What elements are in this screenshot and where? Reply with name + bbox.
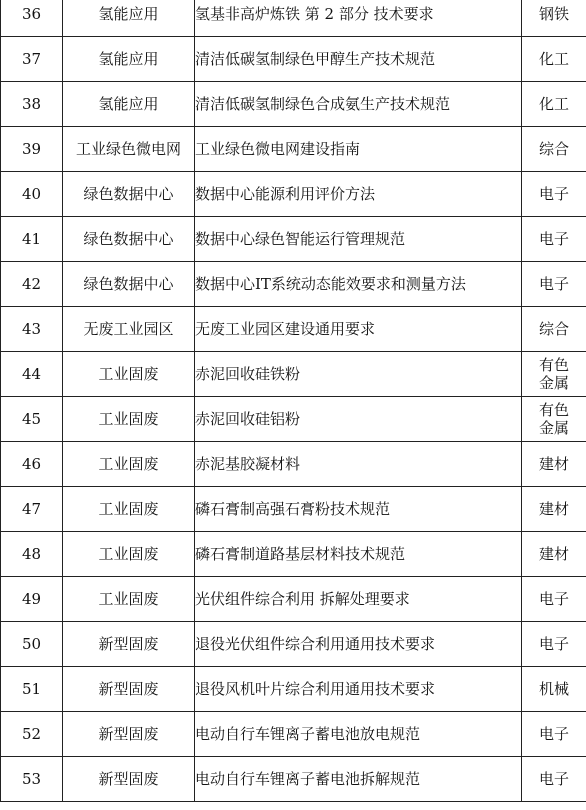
row-industry: 机械 xyxy=(522,667,586,712)
row-number: 46 xyxy=(1,442,63,487)
row-industry: 综合 xyxy=(522,307,586,352)
row-standard-title: 数据中心能源利用评价方法 xyxy=(195,172,522,217)
row-standard-title: 数据中心绿色智能运行管理规范 xyxy=(195,217,522,262)
row-number: 51 xyxy=(1,667,63,712)
row-category: 无废工业园区 xyxy=(63,307,195,352)
table-row xyxy=(1,532,586,577)
row-industry: 钢铁 xyxy=(522,0,586,37)
row-number: 53 xyxy=(1,757,63,802)
row-industry: 电子 xyxy=(522,757,586,802)
row-category: 新型固废 xyxy=(63,712,195,757)
row-standard-title: 光伏组件综合利用 拆解处理要求 xyxy=(195,577,522,622)
row-category: 工业固废 xyxy=(63,532,195,577)
row-standard-title: 电动自行车锂离子蓄电池放电规范 xyxy=(195,712,522,757)
row-category: 绿色数据中心 xyxy=(63,262,195,307)
row-industry: 电子 xyxy=(522,262,586,307)
row-standard-title: 赤泥基胶凝材料 xyxy=(195,442,522,487)
row-category: 工业固废 xyxy=(63,577,195,622)
row-category: 新型固废 xyxy=(63,757,195,802)
row-industry: 综合 xyxy=(522,127,586,172)
row-standard-title: 氢基非高炉炼铁 第 2 部分 技术要求 xyxy=(195,0,522,37)
table-row xyxy=(1,172,586,217)
row-category: 氢能应用 xyxy=(63,37,195,82)
row-standard-title: 无废工业园区建设通用要求 xyxy=(195,307,522,352)
row-number: 37 xyxy=(1,37,63,82)
row-number: 41 xyxy=(1,217,63,262)
row-standard-title: 电动自行车锂离子蓄电池拆解规范 xyxy=(195,757,522,802)
row-industry xyxy=(522,352,586,397)
table-row xyxy=(1,262,586,307)
table-row xyxy=(1,217,586,262)
row-category: 工业固废 xyxy=(63,442,195,487)
row-standard-title: 退役风机叶片综合利用通用技术要求 xyxy=(195,667,522,712)
row-number: 43 xyxy=(1,307,63,352)
row-number: 48 xyxy=(1,532,63,577)
row-category: 绿色数据中心 xyxy=(63,217,195,262)
row-category: 氢能应用 xyxy=(63,82,195,127)
table-row xyxy=(1,397,586,442)
row-industry xyxy=(522,397,586,442)
table-row xyxy=(1,82,586,127)
row-number: 45 xyxy=(1,397,63,442)
table-row xyxy=(1,0,586,37)
row-standard-title: 清洁低碳氢制绿色合成氨生产技术规范 xyxy=(195,82,522,127)
row-category: 绿色数据中心 xyxy=(63,172,195,217)
row-number: 52 xyxy=(1,712,63,757)
row-industry-label: 有色金属 xyxy=(538,400,569,437)
row-number: 40 xyxy=(1,172,63,217)
table-row xyxy=(1,667,586,712)
row-standard-title: 赤泥回收硅铝粉 xyxy=(195,397,522,442)
table-row xyxy=(1,487,586,532)
row-category: 工业固废 xyxy=(63,397,195,442)
table-row xyxy=(1,622,586,667)
row-standard-title: 磷石膏制道路基层材料技术规范 xyxy=(195,532,522,577)
row-industry-label: 有色金属 xyxy=(538,355,569,392)
table-row xyxy=(1,127,586,172)
row-number: 47 xyxy=(1,487,63,532)
row-category: 新型固废 xyxy=(63,667,195,712)
row-standard-title: 赤泥回收硅铁粉 xyxy=(195,352,522,397)
row-number: 38 xyxy=(1,82,63,127)
row-standard-title: 退役光伏组件综合利用通用技术要求 xyxy=(195,622,522,667)
row-category: 工业绿色微电网 xyxy=(63,127,195,172)
row-number: 49 xyxy=(1,577,63,622)
row-category: 工业固废 xyxy=(63,487,195,532)
row-number: 50 xyxy=(1,622,63,667)
row-number: 39 xyxy=(1,127,63,172)
table-row xyxy=(1,442,586,487)
row-standard-title: 工业绿色微电网建设指南 xyxy=(195,127,522,172)
row-number: 36 xyxy=(1,0,63,37)
row-industry: 建材 xyxy=(522,532,586,577)
row-industry: 电子 xyxy=(522,217,586,262)
table-row xyxy=(1,37,586,82)
table-row xyxy=(1,712,586,757)
row-industry: 电子 xyxy=(522,577,586,622)
row-industry: 建材 xyxy=(522,487,586,532)
row-category: 工业固废 xyxy=(63,352,195,397)
row-standard-title: 磷石膏制高强石膏粉技术规范 xyxy=(195,487,522,532)
row-standard-title: 清洁低碳氢制绿色甲醇生产技术规范 xyxy=(195,37,522,82)
row-industry: 化工 xyxy=(522,37,586,82)
row-industry: 化工 xyxy=(522,82,586,127)
table-row xyxy=(1,757,586,802)
table-row xyxy=(1,577,586,622)
row-industry: 电子 xyxy=(522,712,586,757)
row-category: 氢能应用 xyxy=(63,0,195,37)
table-row xyxy=(1,352,586,397)
table-row xyxy=(1,307,586,352)
row-industry: 建材 xyxy=(522,442,586,487)
row-number: 42 xyxy=(1,262,63,307)
row-industry: 电子 xyxy=(522,172,586,217)
row-industry: 电子 xyxy=(522,622,586,667)
row-standard-title: 数据中心IT系统动态能效要求和测量方法 xyxy=(195,262,522,307)
row-category: 新型固废 xyxy=(63,622,195,667)
row-number: 44 xyxy=(1,352,63,397)
